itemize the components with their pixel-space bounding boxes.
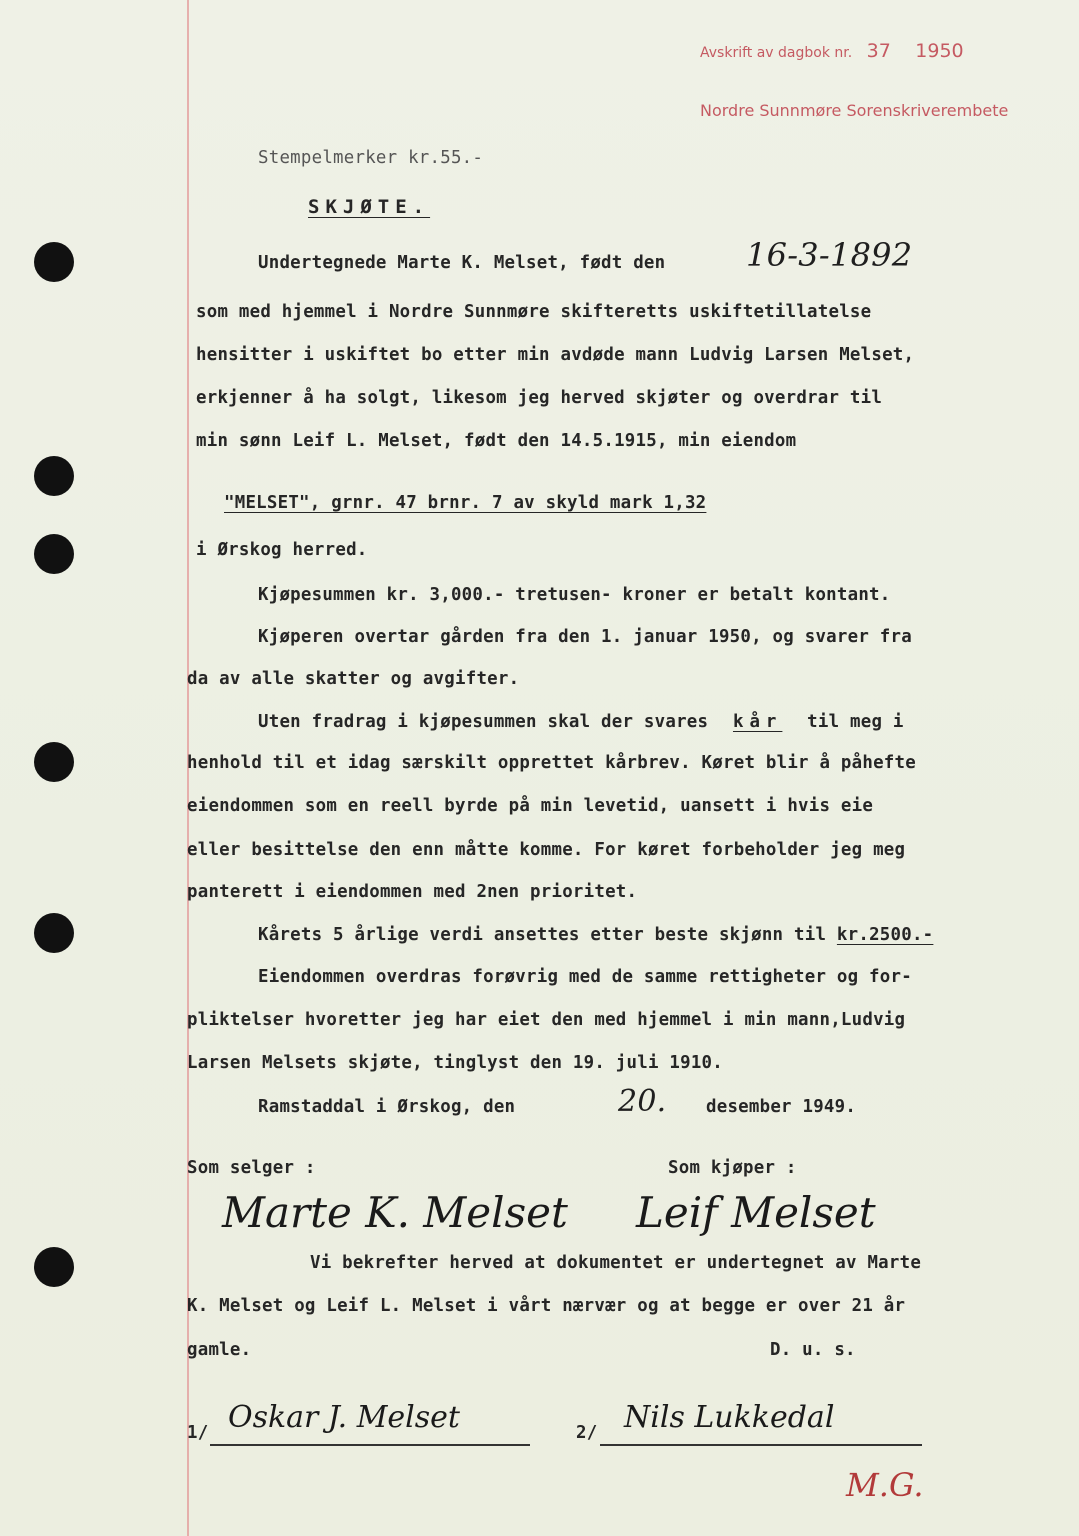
seller-label: Som selger : bbox=[187, 1158, 316, 1178]
document-title: SKJØTE. bbox=[308, 196, 431, 218]
dus-abbreviation: D. u. s. bbox=[770, 1340, 856, 1360]
witness-1-number: 1/ bbox=[187, 1423, 209, 1443]
attestation-line: Vi bekrefter herved at dokumentet er undertegnet av Marte bbox=[310, 1253, 922, 1273]
text-line: Kjøpesummen kr. 3,000.- tretusen- kroner er betalt kontant. bbox=[258, 585, 891, 605]
witness-1-signature: Oskar J. Melset bbox=[228, 1400, 460, 1435]
seller-signature: Marte K. Melset bbox=[222, 1188, 568, 1237]
text-line: Undertegnede Marte K. Melset, født den bbox=[258, 253, 666, 273]
punch-hole bbox=[34, 1247, 74, 1287]
month-year: desember 1949. bbox=[706, 1097, 857, 1117]
witness-2-signature: Nils Lukkedal bbox=[624, 1400, 835, 1435]
margin-initials: M.G. bbox=[846, 1466, 924, 1504]
attestation-line: K. Melset og Leif L. Melset i vårt nærvær og at begge er over 21 år bbox=[187, 1296, 906, 1316]
text-line: Uten fradrag i kjøpesummen skal der svares kår til meg i bbox=[258, 712, 904, 732]
text-line: Kjøperen overtar gården fra den 1. januar 1950, og svarer fra bbox=[258, 627, 912, 647]
punch-hole bbox=[34, 456, 74, 496]
buyer-label: Som kjøper : bbox=[668, 1158, 797, 1178]
property-description: "MELSET", grnr. 47 brnr. 7 av skyld mark 1,32 bbox=[224, 493, 707, 513]
attestation-line: gamle. bbox=[187, 1340, 252, 1360]
punch-hole bbox=[34, 742, 74, 782]
text-line: panterett i eiendommen med 2nen prioritet. bbox=[187, 882, 638, 902]
text-line: i Ørskog herred. bbox=[196, 540, 368, 560]
witness-2-number: 2/ bbox=[576, 1423, 598, 1443]
witness-1-rule bbox=[210, 1444, 530, 1446]
text-line: Kårets 5 årlige verdi ansettes etter beste skjønn til kr.2500.- bbox=[258, 925, 934, 945]
text-line: erkjenner å ha solgt, likesom jeg herved skjøter og overdrar til bbox=[196, 388, 883, 408]
registry-stamp-line1: Avskrift av dagbok nr. 37 1950 bbox=[700, 40, 964, 62]
text-line: eller besittelse den enn måtte komme. For køret forbeholder jeg meg bbox=[187, 840, 906, 860]
stamp-duty-note: Stempelmerker kr.55.- bbox=[258, 148, 484, 168]
buyer-signature: Leif Melset bbox=[636, 1188, 876, 1237]
text-line: eiendommen som en reell byrde på min levetid, uansett i hvis eie bbox=[187, 796, 874, 816]
punch-hole bbox=[34, 913, 74, 953]
text-line: hensitter i uskiftet bo etter min avdøde mann Ludvig Larsen Melset, bbox=[196, 345, 915, 365]
text-line: Eiendommen overdras forøvrig med de samme rettigheter og for- bbox=[258, 967, 912, 987]
handwritten-birthdate: 16-3-1892 bbox=[746, 236, 913, 274]
text-line: pliktelser hvoretter jeg har eiet den med hjemmel i min mann,Ludvig bbox=[187, 1010, 906, 1030]
punch-hole bbox=[34, 534, 74, 574]
punch-hole bbox=[34, 242, 74, 282]
text-line: som med hjemmel i Nordre Sunnmøre skifteretts uskiftetillatelse bbox=[196, 302, 872, 322]
witness-2-rule bbox=[600, 1444, 922, 1446]
handwritten-day: 20. bbox=[618, 1084, 667, 1119]
registry-stamp-line2: Nordre Sunnmøre Sorenskriverembete bbox=[700, 101, 1009, 120]
text-line: henhold til et idag særskilt opprettet kårbrev. Køret blir å påhefte bbox=[187, 753, 916, 773]
text-line: da av alle skatter og avgifter. bbox=[187, 669, 520, 689]
text-line: Larsen Melsets skjøte, tinglyst den 19. juli 1910. bbox=[187, 1053, 724, 1073]
place-date-line: Ramstaddal i Ørskog, den bbox=[258, 1097, 516, 1117]
text-line: min sønn Leif L. Melset, født den 14.5.1915, min eiendom bbox=[196, 431, 797, 451]
